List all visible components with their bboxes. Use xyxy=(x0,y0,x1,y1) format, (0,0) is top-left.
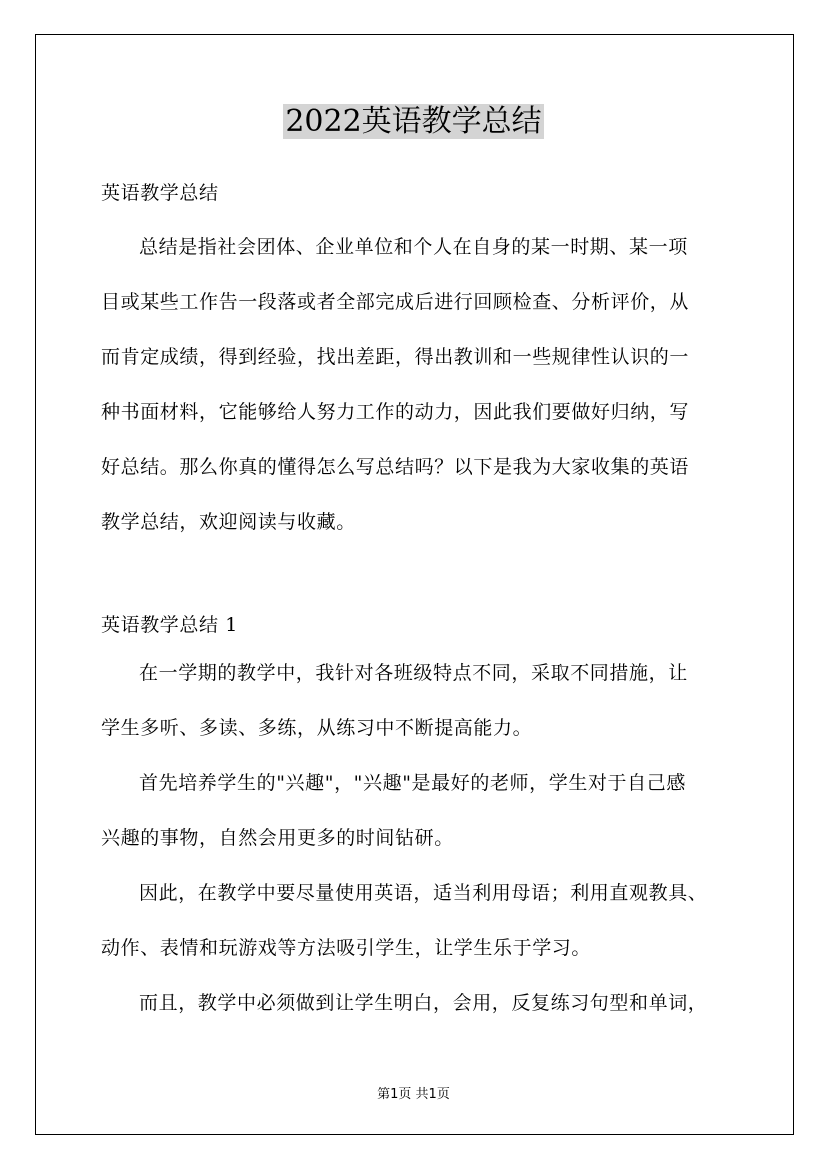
section-1-paragraph-1 xyxy=(101,646,741,756)
document-title-text: 2022英语教学总结 xyxy=(285,104,542,139)
text-line: 目或某些工作告一段落或者全部完成后进行回顾检查、分析评价，从 xyxy=(101,291,690,313)
section-1-paragraph-2 xyxy=(101,756,741,866)
text-line: 首先培养学生的"兴趣"，"兴趣"是最好的老师，学生对于自己感 xyxy=(139,772,686,794)
text-line: 在一学期的教学中，我针对各班级特点不同，采取不同措施，让 xyxy=(139,662,688,684)
intro-heading: 英语教学总结 xyxy=(101,182,219,204)
section-1-heading: 英语教学总结 1 xyxy=(101,614,238,636)
text-line: 好总结。那么你真的懂得怎么写总结吗？以下是我为大家收集的英语 xyxy=(101,456,690,478)
text-line: 总结是指社会团体、企业单位和个人在自身的某一时期、某一项 xyxy=(139,236,688,258)
text-line: 教学总结，欢迎阅读与收藏。 xyxy=(101,511,356,533)
spacer xyxy=(101,550,741,606)
text-line: 而肯定成绩，得到经验，找出差距，得出教训和一些规律性认识的一 xyxy=(101,346,690,368)
text-line: 因此，在教学中要尽量使用英语，适当利用母语；利用直观教具、 xyxy=(139,882,708,904)
document-title xyxy=(0,100,827,144)
text-line: 兴趣的事物，自然会用更多的时间钻研。 xyxy=(101,827,454,849)
intro-paragraph xyxy=(101,220,741,550)
section-1-paragraph-4 xyxy=(101,976,741,1031)
section-1-paragraph-3 xyxy=(101,866,741,976)
text-line: 学生多听、多读、多练，从练习中不断提高能力。 xyxy=(101,717,533,739)
document-body xyxy=(101,174,741,1031)
text-line: 动作、表情和玩游戏等方法吸引学生，让学生乐于学习。 xyxy=(101,937,592,959)
text-line: 种书面材料，它能够给人努力工作的动力，因此我们要做好归纳，写 xyxy=(101,401,690,423)
text-line: 而且，教学中必须做到让学生明白，会用，反复练习句型和单词， xyxy=(139,992,708,1014)
page-footer: 第1页 共1页 xyxy=(377,1087,450,1102)
